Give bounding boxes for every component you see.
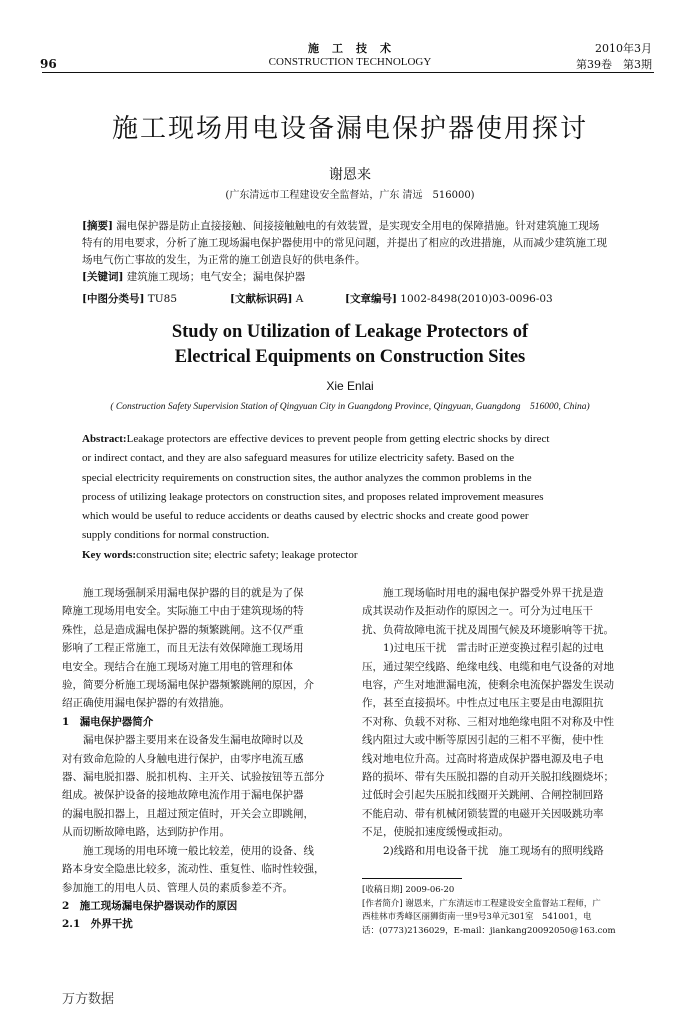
journal-name-en: CONSTRUCTION TECHNOLOGY (268, 56, 432, 68)
body-line: 扰、负荷故障电流干扰及周围气候及环境影响等干扰。 (362, 623, 614, 636)
abstract-cn-line: 特有的用电要求，分析了施工现场漏电保护器使用中的常见问题，并提出了相应的改进措施，从而减少建筑施工现 (82, 237, 607, 249)
body-line: 不能启动、带有机械闭锁装置的电磁开关因吸跳功率 (362, 807, 604, 820)
body-line: 施工现场强制采用漏电保护器的目的就是为了保 (83, 587, 304, 599)
author-en: Xie Enlai (326, 379, 374, 393)
body-line: 漏电保护器主要用来在设备发生漏电故障时以及 (83, 734, 304, 747)
watermark: 万方数据 (62, 992, 115, 1007)
footnote-bio-line: 西桂林市秀峰区丽狮街南一里9号3单元301室 541001，电 (362, 912, 592, 922)
abstract-en-line: special electricity requirements on construction sites, the author analyzes the common problems in the (82, 471, 532, 484)
body-line: 验，简要分析施工现场漏电保护器频繁跳闸的原因，介 (62, 679, 314, 692)
body-line: 压，通过架空线路、绝缘电线、电缆和电气设备的对地 (362, 660, 614, 673)
body-line: 不对称、负载不对称、三相对地绝缘电阻不对称及中性 (362, 715, 614, 728)
body-line: 线内阻过大或中断等原因引起的三相不平衡，使中性 (362, 734, 604, 747)
body-line: 绍正确使用漏电保护器的有效措施。 (62, 697, 230, 710)
abstract-en-line: Leakage protectors are effective devices to prevent people from getting electric shocks by direct (126, 433, 550, 445)
issue-date: 2010年3月 (595, 42, 652, 55)
body-line: 2)线路和用电设备干扰 施工现场有的照明线路 (383, 844, 604, 857)
footnote-received: [收稿日期] 2009-06-20 (362, 885, 455, 895)
keywords-cn: 建筑施工现场；电气安全；漏电保护器 (126, 271, 306, 283)
abstract-en-line: process of utilizing leakage protectors on construction sites, and proposes related improvement measures (82, 490, 544, 503)
article-number-value: 1002-8498(2010)03-0096-03 (400, 293, 553, 305)
section-heading-1: 1 漏电保护器简介 (62, 715, 154, 728)
keywords-en-label: Key words: (82, 548, 137, 561)
abstract-en (82, 430, 618, 565)
body-line: 对有致命危险的人身触电进行保护，由零序电流互感 (62, 752, 304, 765)
abstract-cn (82, 218, 622, 286)
paper-title-en (0, 320, 700, 370)
body-line: 电安全。现结合在施工现场对施工用电的管理和体 (62, 660, 293, 673)
body-right-column (362, 584, 654, 860)
body-line: 不足，使脱扣速度缓慢或拒动。 (362, 826, 509, 839)
article-number-label: [文章编号] (345, 293, 397, 305)
paper-title-en-line1: Study on Utilization of Leakage Protectors of (171, 322, 529, 342)
body-left-column (62, 584, 354, 934)
volume-issue: 第39卷 第3期 (576, 58, 652, 71)
author-cn: 谢恩来 (329, 167, 371, 183)
article-number (345, 291, 553, 306)
clc-value: TU85 (147, 293, 177, 305)
section-heading-2-1: 2.1 外界干扰 (62, 918, 133, 931)
clc-label: [中图分类号] (82, 293, 145, 305)
body-line: 成其误动作及拒动作的原因之一。可分为过电压干 (362, 605, 593, 618)
body-line: 电容，产生对地泄漏电流，使剩余电流保护器发生误动 (362, 679, 614, 692)
body-line: 施工现场临时用电的漏电保护器受外界干扰是造 (383, 587, 604, 599)
footnote-rule (362, 878, 462, 879)
header-rule (42, 72, 654, 73)
body-line: 作，甚至直接损坏。中性点过电压主要是由电源阻抗 (362, 697, 604, 710)
footnote (362, 884, 654, 938)
abstract-cn-line: 漏电保护器是防止直接接触、间接接触触电的有效装置，是实现安全用电的保障措施。针对建筑施工现场 (116, 220, 600, 232)
affiliation-en: ( Construction Safety Supervision Station of Qingyuan City in Guangdong Province, Qingyuan, Guangdong 516000, China) (110, 402, 590, 412)
body-line: 参加施工的用电人员、管理人员的素质参差不齐。 (62, 881, 293, 894)
body-line: 的漏电脱扣器上，且超过预定值时，开关会立即跳闸， (62, 807, 314, 820)
body-line: 障施工现场用电安全。实际施工中由于建筑现场的特 (62, 605, 304, 618)
abstract-cn-label: [摘要] (82, 220, 113, 232)
footnote-bio-line: 话：(0773)2136029，E-mail：jiankang20092050@163.com (362, 925, 616, 936)
footnote-bio-line: [作者简介] 谢恩来，广东清远市工程建设安全监督站工程师，广 (362, 898, 601, 909)
body-line: 器、漏电脱扣器、脱扣机构、主开关、试验按钮等五部分 (62, 771, 325, 784)
body-line: 路的损坏、带有失压脱扣器的自动开关脱扣线圈烧坏； (362, 771, 614, 784)
body-line: 殊性，总是造成漏电保护器的频繁跳闸。这不仅严重 (62, 623, 304, 636)
body-line: 影响了工程正常施工，而且无法有效保障施工现场用 (62, 642, 304, 655)
keywords-cn-label: [关键词] (82, 271, 124, 283)
body-line: 路本身安全隐患比较多，流动性、重复性、临时性较强， (62, 863, 325, 876)
abstract-en-line: or indirect contact, and they are also safeguard measures for utilize electricity safety. Based on the (82, 452, 515, 465)
body-line: 过低时会引起失压脱扣线圈开关跳闸、合闸控制回路 (362, 789, 604, 802)
body-line: 施工现场的用电环境一般比较差，使用的设备、线 (83, 844, 314, 857)
journal-name-cn: 施 工 技 术 (308, 42, 392, 55)
paper-title-cn: 施工现场用电设备漏电保护器使用探讨 (111, 114, 588, 144)
abstract-en-line: supply conditions for normal construction. (82, 529, 270, 542)
body-line: 线对地电位升高。过高时将造成保护器电源及电子电 (362, 752, 604, 765)
affiliation-cn: (广东清远市工程建设安全监督站，广东 清远 516000) (225, 190, 475, 201)
paper-title-en-line2: Electrical Equipments on Construction Sites (174, 347, 526, 367)
body-line: 组成。被保护设备的接地故障电流作用于漏电保护器 (62, 789, 304, 802)
doc-code (230, 291, 303, 306)
section-heading-2: 2 施工现场漏电保护器误动作的原因 (62, 899, 238, 912)
doc-code-value: A (295, 293, 304, 305)
page-number: 96 (40, 57, 57, 71)
doc-code-label: [文献标识码] (230, 293, 293, 305)
keywords-en: construction site; electric safety; leakage protector (136, 548, 358, 561)
abstract-en-line: which would be useful to reduce accidents or deaths caused by electric shocks and create good power (82, 510, 529, 523)
abstract-en-label: Abstract: (82, 433, 127, 445)
abstract-cn-line: 场电气伤亡事故的发生，为正常的施工创造良好的供电条件。 (82, 254, 366, 266)
body-line: 从而切断故障电路，达到防护作用。 (62, 826, 230, 839)
body-line: 1)过电压干扰 雷击时正逆变换过程引起的过电 (383, 642, 604, 655)
